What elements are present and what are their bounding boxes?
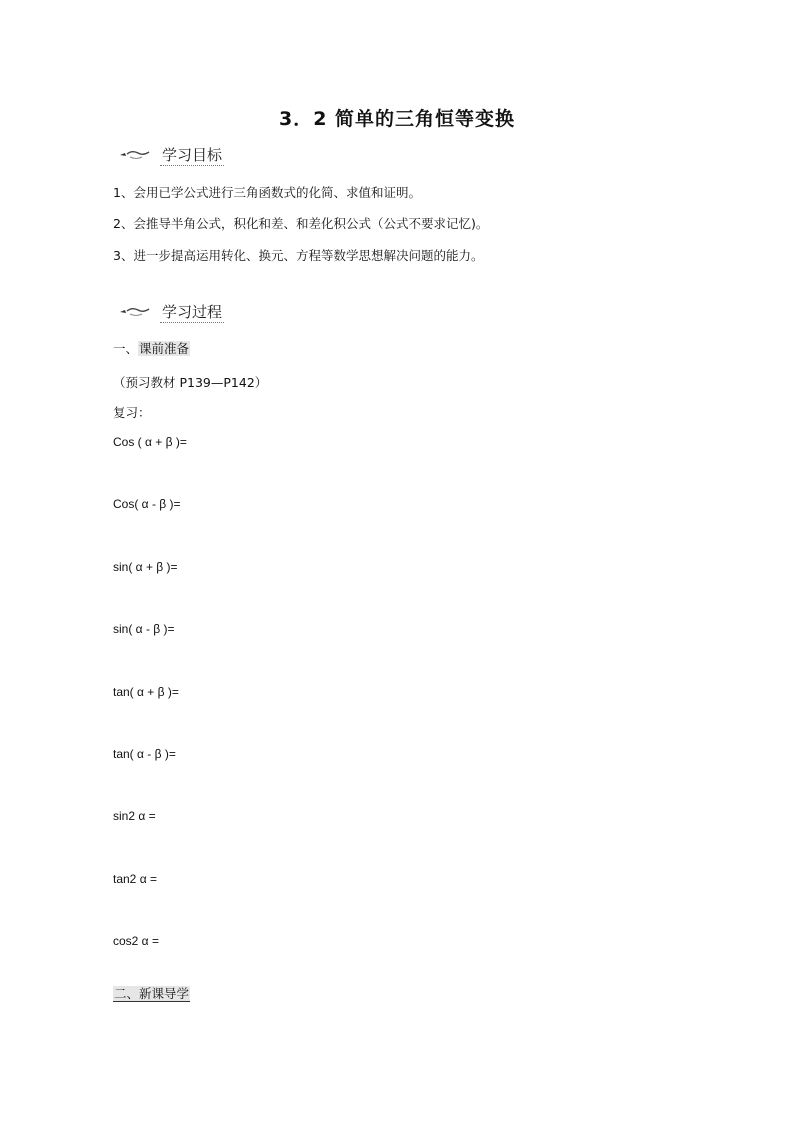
preview-note: （预习教材 P139—P142） (113, 375, 268, 390)
formula-line: tan2 α = (113, 872, 157, 886)
prep-number: 一、 (113, 341, 139, 356)
review-label: 复习： (113, 405, 151, 420)
formula-line: tan( α + β )= (113, 685, 179, 699)
formula-line: sin2 α = (113, 809, 156, 823)
formula-line: sin( α + β )= (113, 560, 178, 574)
prep-heading (113, 339, 190, 357)
formula-line: sin( α - β )= (113, 622, 175, 636)
objectives-heading-label: 学习目标 (162, 146, 223, 164)
objective-item: 3、进一步提高运用转化、换元、方程等数学思想解决问题的能力。 (113, 248, 484, 263)
objective-item: 2、会推导半角公式，积化和差、和差化积公式（公式不要求记忆)。 (113, 216, 489, 231)
process-heading (118, 300, 224, 324)
pen-icon (118, 147, 152, 163)
new-lesson-heading (113, 984, 190, 1002)
objective-item: 1、会用已学公式进行三角函数式的化简、求值和证明。 (113, 185, 421, 200)
formula-line: Cos ( α + β )= (113, 435, 187, 449)
formula-line: Cos( α - β )= (113, 497, 181, 511)
formula-line: tan( α - β )= (113, 747, 176, 761)
page-title: 3．2 简单的三角恒等变换 (278, 108, 516, 130)
prep-heading-label: 课前准备 (139, 341, 190, 356)
pen-icon (118, 304, 152, 320)
formula-line: cos2 α = (113, 934, 159, 948)
process-heading-label: 学习过程 (162, 303, 223, 321)
new-lesson-heading-label: 二、新课导学 (114, 986, 190, 1001)
objectives-heading (118, 143, 224, 167)
